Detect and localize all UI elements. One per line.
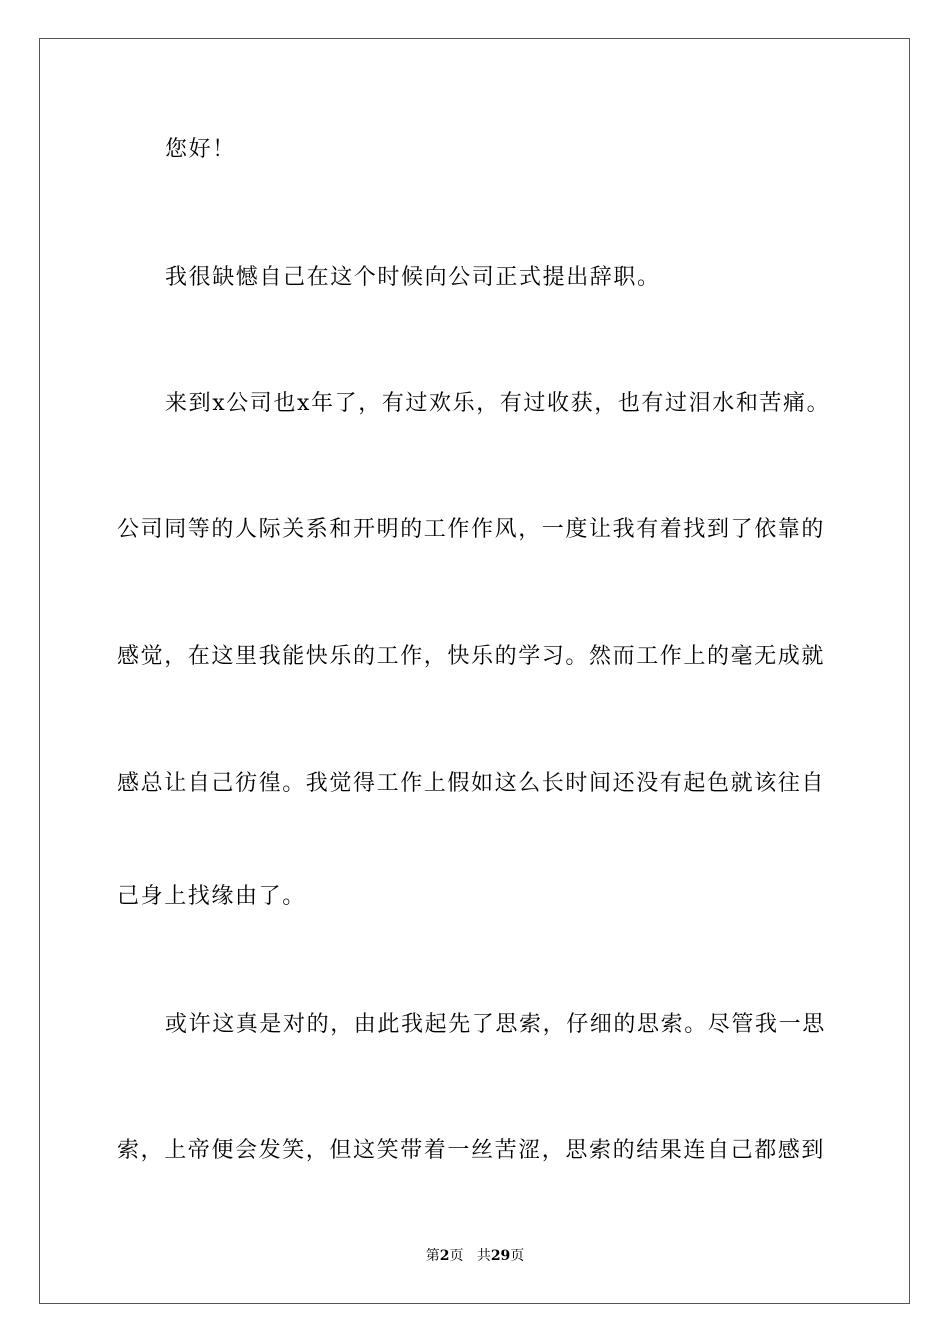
total-suffix: 页 — [510, 1248, 525, 1264]
paragraph-line: 感总让自己彷徨。我觉得工作上假如这么长时间还没有起色就该往自 — [117, 771, 826, 796]
paragraph-line: 索，上帝便会发笑，但这笑带着一丝苦涩，思索的结果连自己都感到 — [117, 1138, 826, 1163]
page-suffix: 页 — [449, 1248, 464, 1264]
page-frame — [39, 38, 910, 1304]
total-pages: 29 — [490, 1248, 511, 1264]
total-prefix: 共 — [476, 1248, 491, 1264]
paragraph-line: 我很缺憾自己在这个时候向公司正式提出辞职。 — [165, 265, 661, 290]
page-prefix: 第 — [425, 1248, 440, 1264]
page-number: 2 — [439, 1248, 450, 1264]
paragraph-line: 或许这真是对的，由此我起先了思索，仔细的思索。尽管我一思 — [165, 1012, 826, 1037]
greeting-line: 您好！ — [165, 137, 236, 162]
page-footer — [0, 1246, 950, 1266]
paragraph-line: 己身上找缘由了。 — [117, 884, 306, 909]
paragraph-line: 来到x公司也x年了，有过欢乐，有过收获，也有过泪水和苦痛。 — [165, 391, 831, 416]
paragraph-line: 公司同等的人际关系和开明的工作作风，一度让我有着找到了依靠的 — [117, 517, 826, 542]
paragraph-line: 感觉，在这里我能快乐的工作，快乐的学习。然而工作上的毫无成就 — [117, 644, 826, 669]
